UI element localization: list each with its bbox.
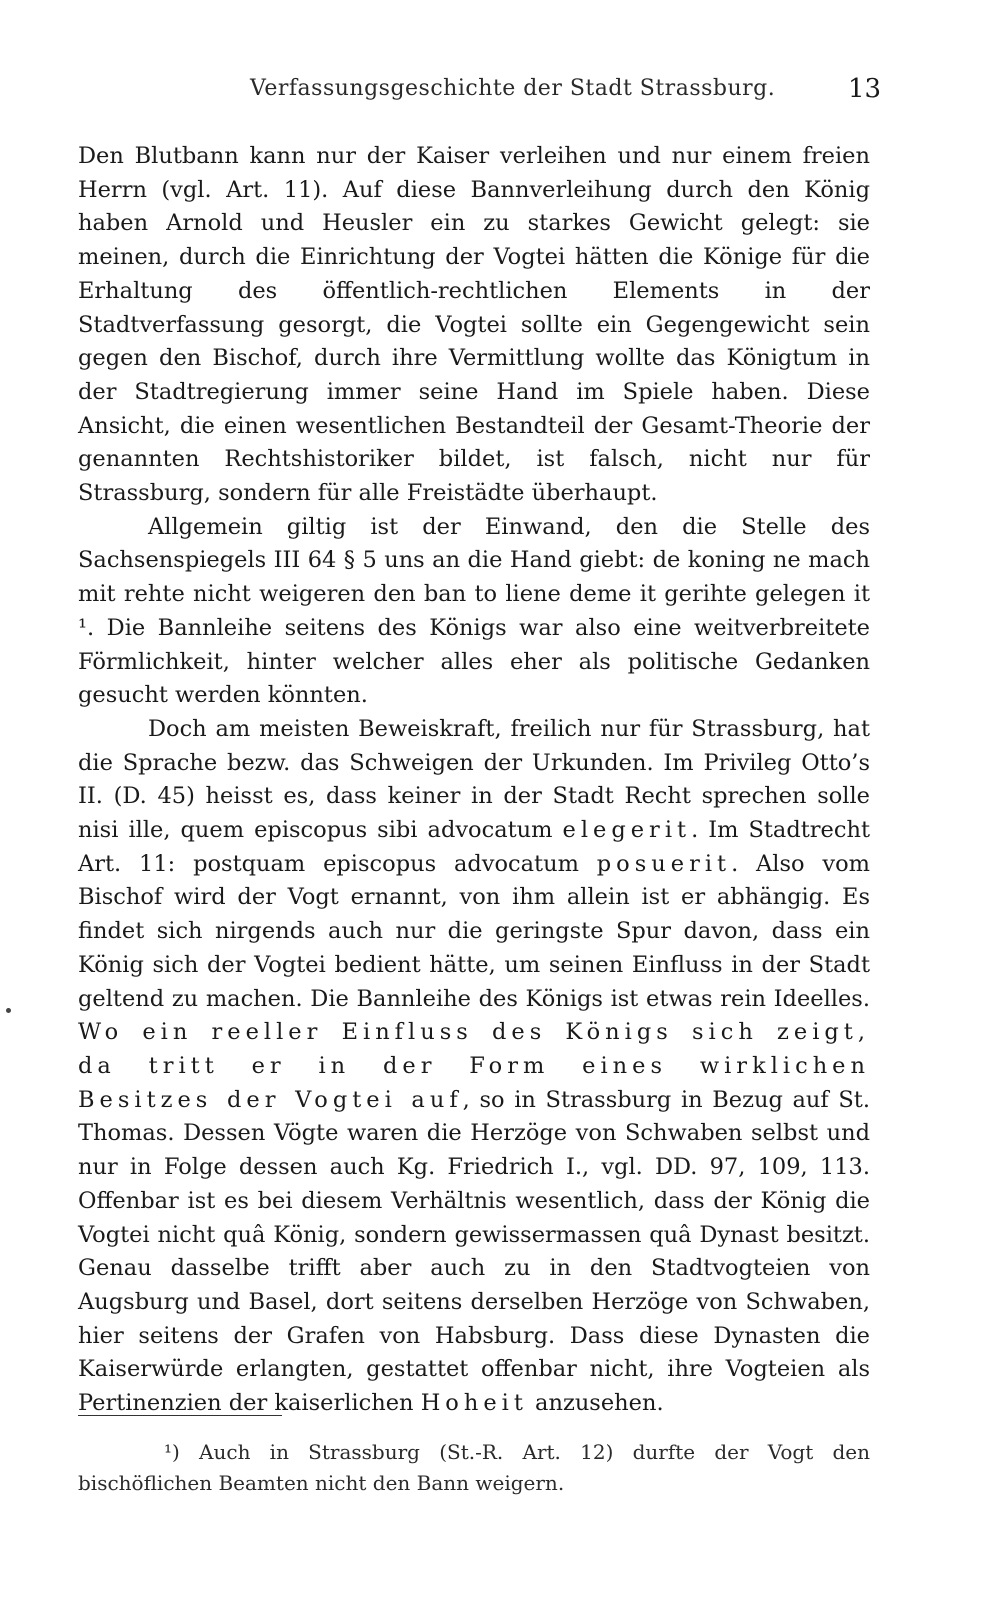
footnote-marker: ¹) <box>164 1440 180 1464</box>
emphasized-text: Hoheit <box>420 1390 528 1417</box>
page-header <box>0 76 1000 116</box>
paragraph <box>78 511 870 713</box>
text-segment: anzusehen. <box>527 1390 664 1417</box>
emphasized-text: posuerit <box>596 850 732 877</box>
emphasized-text: elegerit <box>562 817 692 844</box>
paragraph <box>78 713 870 1421</box>
text-segment: Doch am meisten Beweiskraft, freilich nur für Strassburg, hat die Sprache bezw. das Schweigen der Urkunden. Im Privileg Otto’s II. (D. 45) heisst es, dass keiner in der Stadt Recht sprechen solle nisi ille, quem episcopus sibi advocatum <box>78 715 870 844</box>
text-segment: , so in Strassburg in Bezug auf St. Thomas. Dessen Vögte waren die Herzöge von Schwaben selbst und nur in Folge dessen auch Kg. Friedrich I., vgl. DD. 97, 109, 113. Offenbar ist es bei diesem Verhältnis wesentlich, dass der König die Vogtei nicht quâ König, sondern gewissermassen quâ Dynast besitzt. Genau dasselbe trifft aber auch zu in den Stadtvogteien von Augsburg und Basel, dort seitens derselben Herzöge von Schwaben, hier seitens der Grafen von Habsburg. Dass diese Dynasten die Kaiserwürde erlangten, gestattet offenbar nicht, ihre Vogteien als Pertinenzien der kaiserlichen <box>78 1086 870 1417</box>
footnote-text: Auch in Strassburg (St.-R. Art. 12) durfte der Vogt den bischöflichen Beamten nicht den Bann weigern. <box>78 1440 870 1495</box>
running-title: Verfassungsgeschichte der Stadt Strassburg. <box>250 76 776 101</box>
text-segment: Allgemein giltig ist der Einwand, den die Stelle des Sachsenspiegels III 64 § 5 uns an die Hand giebt: de koning ne mach mit rehte nicht weigeren den ban to liene deme it gerihte gelegen it ¹. Die Bannleihe seitens des Königs war also eine weitverbreitete Förmlichkeit, hinter welcher alles eher als politische Gedanken gesucht werden könnten. <box>78 513 870 709</box>
emphasized-text: Wo ein reeller Einfluss des Königs sich zeigt, da tritt er in der Form eines wirklichen Besitzes der Vogtei auf <box>78 1019 870 1113</box>
footnote <box>78 1437 870 1499</box>
paragraph <box>78 140 870 511</box>
margin-dot <box>6 1008 11 1013</box>
text-segment: . Also vom Bischof wird der Vogt ernannt, von ihm allein ist er abhängig. Es findet sich nirgends auch nur die geringste Spur davon, dass ein König sich der Vogtei bedient hätte, um seinen Einfluss in der Stadt geltend zu machen. Die Bannleihe des Königs ist etwas rein Ideelles. <box>78 850 871 1012</box>
page-number: 13 <box>848 74 882 104</box>
main-text <box>78 140 870 1421</box>
footnote-divider <box>78 1415 282 1416</box>
text-segment: Den Blutbann kann nur der Kaiser verleihen und nur einem freien Herrn (vgl. Art. 11). Auf diese Bannverleihung durch den König haben Arnold und Heusler ein zu starkes Gewicht gelegt: sie meinen, durch die Einrichtung der Vogtei hätten die Könige für die Erhaltung des öffentlich-rechtlichen Elements in der Stadtverfassung gesorgt, die Vogtei sollte ein Gegengewicht sein gegen den Bischof, durch ihre Vermittlung wollte das Königtum in der Stadtregierung immer seine Hand im Spiele haben. Diese Ansicht, die einen wesentlichen Bestandteil der Gesamt-Theorie der genannten Rechtshistoriker bildet, ist falsch, nicht nur für Strassburg, sondern für alle Freistädte überhaupt. <box>78 143 870 507</box>
text-segment: . Im Stadtrecht Art. 11: postquam episcopus advocatum <box>78 817 871 877</box>
